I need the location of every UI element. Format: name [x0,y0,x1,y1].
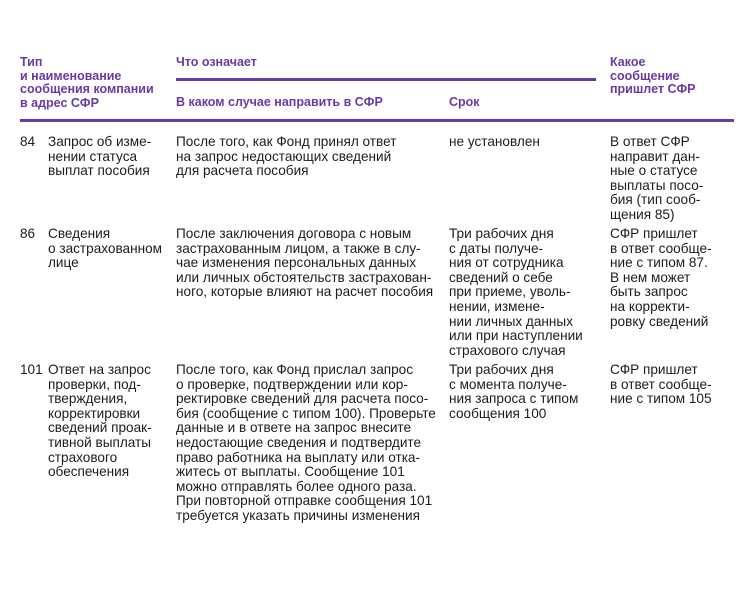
header-meaning-divider [176,78,596,81]
row-deadline: не установлен [449,134,540,149]
header-when-to-send: В каком случае направить в СФР [176,95,383,109]
row-response: СФР пришлет в ответ сообще- ние с типом 105 [610,362,712,407]
row-message-name: Запрос об изме- нении статуса выплат пособия [48,134,152,179]
row-code: 86 [20,226,36,241]
row-when-to-send: После того, как Фонд прислал запрос о проверке, подтверждении или кор- ректировке сведений для расчета посо- бия (сообщение с типом 100). Проверьте данные и в ответе на запрос внесите недостающие сведения и подтвердите право работника на выплату или отка- житесь от выплаты. Сообщение 101 можно отправлять более одного раза. При повторной отправке сообщения 101 требуется указать причины изменения [176,362,436,523]
row-deadline: Три рабочих дня с даты получе- ния от сотрудника сведений о себе при приеме, уволь- нении, измене- нии личных данных или при наступлении страхового случая [449,226,583,358]
row-deadline: Три рабочих дня с момента получе- ния запроса с типом сообщения 100 [449,362,579,421]
row-when-to-send: После того, как Фонд принял ответ на запрос недостающих сведений для расчета пособия [176,134,397,179]
row-when-to-send: После заключения договора с новым застрахованным лицом, а также в слу- чае изменения персональных данных или личных обстоятельств застрахован- ного, которые влияют на расчет пособия [176,226,434,300]
header-type-name: Тип и наименование сообщения компании в адрес СФР [20,55,154,110]
row-code: 84 [20,134,36,149]
header-meaning: Что означает [176,55,257,69]
header-response: Какое сообщение пришлет СФР [610,55,696,96]
row-response: СФР пришлет в ответ сообще- ние с типом 87. В нем может быть запрос на корректи- ровку сведений [610,226,712,329]
header-deadline: Срок [449,95,480,109]
row-code: 101 [20,362,43,377]
row-message-name: Ответ на запрос проверки, под- тверждения, корректировки сведений проак- тивной выплаты страхового обеспечения [48,362,152,480]
row-response: В ответ СФР направит дан- ные о статусе выплаты посо- бия (тип сооб- щения 85) [610,134,704,222]
header-bottom-rule [20,119,734,122]
row-message-name: Сведения о застрахованном лице [48,226,163,271]
